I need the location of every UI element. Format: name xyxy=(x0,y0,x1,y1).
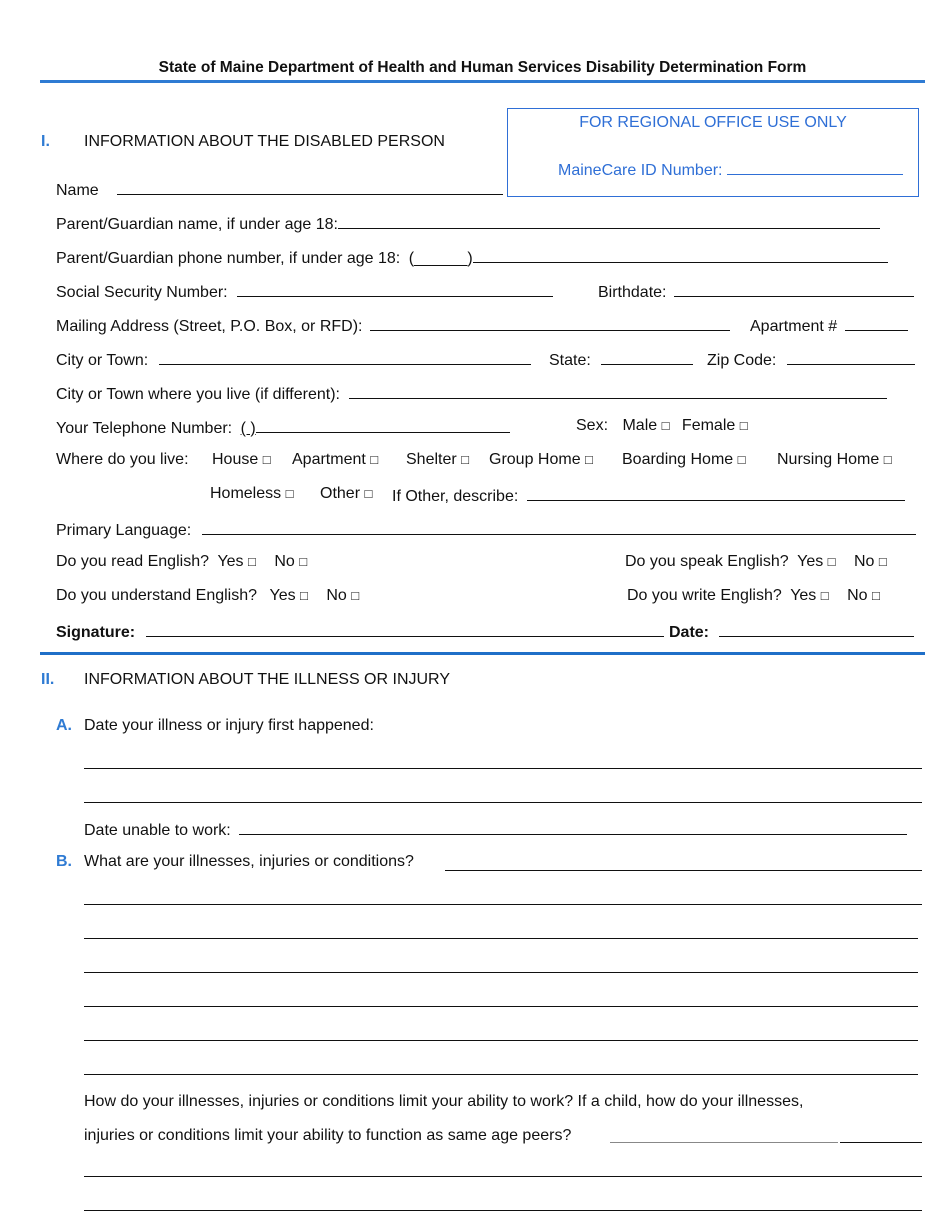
regional-office-box xyxy=(507,108,919,197)
shelter-checkbox[interactable]: □ xyxy=(461,452,470,467)
male-checkbox[interactable]: □ xyxy=(661,418,670,433)
ssn-label: Social Security Number: xyxy=(56,284,228,301)
answer-line[interactable] xyxy=(610,1142,838,1143)
residence-group-home xyxy=(489,451,593,469)
group-home-checkbox[interactable]: □ xyxy=(585,452,593,467)
guardian-name-field[interactable] xyxy=(338,213,880,229)
residence-homeless xyxy=(210,485,293,503)
birthdate-row xyxy=(598,281,914,302)
state-field[interactable] xyxy=(601,349,693,365)
city-field[interactable] xyxy=(159,349,531,365)
residence-boarding-home xyxy=(622,451,745,469)
form-title: State of Maine Department of Health and Human Services Disability Determination Form xyxy=(158,59,807,76)
telephone-field[interactable] xyxy=(256,417,510,433)
read-yes-checkbox[interactable]: □ xyxy=(248,554,256,569)
understand-english-row xyxy=(56,587,359,605)
answer-line[interactable] xyxy=(84,938,918,939)
guardian-phone-area-code[interactable]: (______) xyxy=(408,250,473,267)
state-label: State: xyxy=(549,352,591,369)
house-label: House xyxy=(212,451,259,468)
speak-yes-checkbox[interactable]: □ xyxy=(827,554,836,569)
telephone-label: Your Telephone Number: xyxy=(56,420,233,437)
name-field[interactable] xyxy=(117,179,503,195)
unable-to-work-row xyxy=(84,819,907,840)
understand-yes-label: Yes xyxy=(269,587,296,604)
boarding-home-label: Boarding Home xyxy=(622,451,734,468)
write-english-label: Do you write English? xyxy=(627,587,782,604)
apartment-option-label: Apartment xyxy=(292,451,366,468)
apartment-row xyxy=(750,315,908,336)
primary-language-label: Primary Language: xyxy=(56,522,192,539)
regional-office-heading: FOR REGIONAL OFFICE USE ONLY xyxy=(579,114,847,131)
title-divider xyxy=(40,80,925,83)
section-divider xyxy=(40,652,925,655)
guardian-phone-row xyxy=(56,247,888,268)
answer-line[interactable] xyxy=(84,1006,918,1007)
ssn-field[interactable] xyxy=(237,281,553,297)
city-live-field[interactable] xyxy=(349,383,887,399)
city-live-row xyxy=(56,383,887,404)
speak-no-label: No xyxy=(853,553,875,570)
shelter-label: Shelter xyxy=(406,451,457,468)
mainecare-id-label: MaineCare ID Number: xyxy=(558,162,723,179)
guardian-phone-field[interactable] xyxy=(473,247,888,263)
other-describe-row xyxy=(392,485,905,506)
apartment-label: Apartment # xyxy=(750,318,838,335)
read-english-label: Do you read English? xyxy=(56,553,209,570)
zip-label: Zip Code: xyxy=(707,352,777,369)
mailing-address-field[interactable] xyxy=(370,315,730,331)
understand-no-label: No xyxy=(326,587,347,604)
understand-yes-checkbox[interactable]: □ xyxy=(300,588,308,603)
read-no-label: No xyxy=(274,553,295,570)
guardian-phone-label: Parent/Guardian phone number, if under age 18: xyxy=(56,250,401,267)
mailing-address-row xyxy=(56,315,730,336)
answer-line[interactable] xyxy=(84,1210,922,1211)
answer-line[interactable] xyxy=(84,904,922,905)
homeless-checkbox[interactable]: □ xyxy=(285,486,294,501)
male-label: Male xyxy=(622,417,658,434)
female-checkbox[interactable]: □ xyxy=(739,418,748,433)
signature-row xyxy=(56,621,664,642)
unable-to-work-field[interactable] xyxy=(239,819,907,835)
write-no-label: No xyxy=(847,587,868,604)
birthdate-label: Birthdate: xyxy=(598,284,667,301)
answer-line[interactable] xyxy=(84,1176,922,1177)
date-label: Date: xyxy=(669,624,710,641)
limit-question-line-2: injuries or conditions limit your ability to function as same age peers? xyxy=(84,1127,572,1144)
section-1-numeral: I. xyxy=(41,133,50,150)
signature-label: Signature: xyxy=(56,624,136,641)
apartment-checkbox[interactable]: □ xyxy=(370,452,379,467)
primary-language-field[interactable] xyxy=(202,519,916,535)
other-describe-field[interactable] xyxy=(527,485,905,501)
write-english-row xyxy=(627,587,880,605)
zip-field[interactable] xyxy=(787,349,915,365)
city-row xyxy=(56,349,531,370)
mainecare-id-field[interactable] xyxy=(727,159,903,175)
female-label: Female xyxy=(681,417,736,434)
guardian-name-row xyxy=(56,213,880,234)
speak-english-label: Do you speak English? xyxy=(625,553,789,570)
homeless-label: Homeless xyxy=(210,485,282,502)
residence-other xyxy=(320,485,372,503)
residence-shelter xyxy=(406,451,469,469)
other-label: Other xyxy=(320,485,361,502)
date-field[interactable] xyxy=(719,621,914,637)
telephone-area-code[interactable]: ( ) xyxy=(240,420,256,437)
house-checkbox[interactable]: □ xyxy=(262,452,271,467)
question-b-letter: B. xyxy=(56,853,72,870)
answer-line[interactable] xyxy=(445,870,922,871)
speak-no-checkbox[interactable]: □ xyxy=(878,554,887,569)
residence-nursing-home xyxy=(777,451,892,469)
name-row xyxy=(56,179,503,200)
section-2-numeral: II. xyxy=(41,671,55,688)
question-a-letter: A. xyxy=(56,717,72,734)
group-home-label: Group Home xyxy=(489,451,581,468)
guardian-name-label: Parent/Guardian name, if under age 18: xyxy=(56,216,338,233)
read-yes-label: Yes xyxy=(217,553,244,570)
answer-line[interactable] xyxy=(84,972,918,973)
write-yes-checkbox[interactable]: □ xyxy=(820,588,829,603)
birthdate-field[interactable] xyxy=(674,281,914,297)
speak-yes-label: Yes xyxy=(797,553,824,570)
understand-no-checkbox[interactable]: □ xyxy=(351,588,360,603)
read-english-row xyxy=(56,553,307,571)
question-b-text: What are your illnesses, injuries or conditions? xyxy=(84,853,414,870)
understand-english-label: Do you understand English? xyxy=(56,587,258,604)
city-live-label: City or Town where you live (if different): xyxy=(56,386,340,403)
other-describe-label: If Other, describe: xyxy=(392,488,519,505)
section-2-heading: INFORMATION ABOUT THE ILLNESS OR INJURY xyxy=(84,671,450,688)
question-a-text: Date your illness or injury first happened: xyxy=(84,717,374,734)
other-checkbox[interactable]: □ xyxy=(364,486,373,501)
primary-language-row xyxy=(56,519,916,540)
city-label: City or Town: xyxy=(56,352,149,369)
unable-to-work-label: Date unable to work: xyxy=(84,822,231,839)
write-no-checkbox[interactable]: □ xyxy=(871,588,880,603)
ssn-row xyxy=(56,281,553,302)
speak-english-row xyxy=(625,553,887,571)
date-row xyxy=(669,621,914,642)
mainecare-id-row xyxy=(558,159,903,180)
boarding-home-checkbox[interactable]: □ xyxy=(737,452,746,467)
write-yes-label: Yes xyxy=(790,587,817,604)
residence-house xyxy=(212,451,271,469)
answer-line[interactable] xyxy=(84,1040,918,1041)
residence-label: Where do you live: xyxy=(56,451,189,468)
nursing-home-label: Nursing Home xyxy=(777,451,880,468)
sex-label: Sex: xyxy=(576,417,609,434)
nursing-home-checkbox[interactable]: □ xyxy=(883,452,892,467)
name-label: Name xyxy=(56,182,99,199)
limit-question-line-1: How do your illnesses, injuries or conditions limit your ability to work? If a child, how do your illnesses, xyxy=(84,1093,804,1110)
apartment-field[interactable] xyxy=(845,315,908,331)
answer-line[interactable] xyxy=(84,802,922,803)
signature-field[interactable] xyxy=(146,621,664,637)
section-1-heading: INFORMATION ABOUT THE DISABLED PERSON xyxy=(84,133,445,150)
answer-line[interactable] xyxy=(84,768,922,769)
telephone-row xyxy=(56,417,510,438)
read-no-checkbox[interactable]: □ xyxy=(299,554,308,569)
answer-line[interactable] xyxy=(84,1074,918,1075)
residence-apartment xyxy=(292,451,378,469)
mailing-address-label: Mailing Address (Street, P.O. Box, or RFD): xyxy=(56,318,363,335)
state-row xyxy=(549,349,693,370)
answer-line[interactable] xyxy=(840,1142,922,1143)
sex-row xyxy=(576,417,748,435)
zip-row xyxy=(707,349,915,370)
